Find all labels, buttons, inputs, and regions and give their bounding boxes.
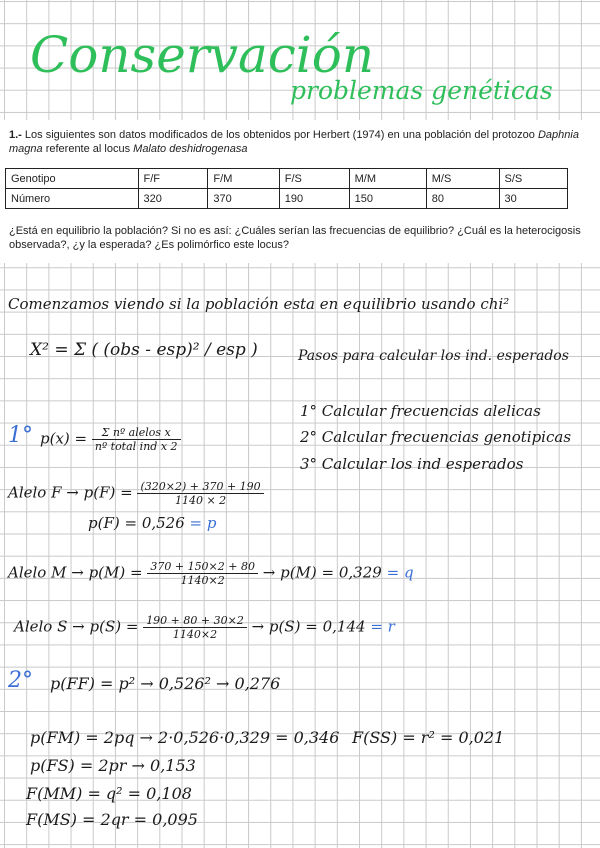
allele-m-result: → p(M) = 0,329 [262,563,382,582]
allele-m-calc [8,560,414,587]
chi-square-formula: X² = Σ ( (obs - esp)² / esp ) [30,340,258,360]
allele-f-fraction [137,480,263,507]
step-1-label: 1° [8,423,33,448]
allele-s-denominator: 1140×2 [172,628,218,641]
allele-s-fraction [143,614,247,641]
table-cell: 370 [208,189,279,209]
step-2: 2° Calcular frecuencias genotipicas [300,428,572,446]
problem-intro-text-a: Los siguientes son datos modificados de los obtenidos por Herbert (1974) en una población del protozoo [24,129,535,141]
table-header-row [6,169,568,189]
table-header-cell: S/S [499,169,567,189]
step-1: 1° Calcular frecuencias alelicas [300,402,541,420]
formula-numerator: Σ nº alelos x [92,426,181,440]
allele-s-result: → p(S) = 0,144 [251,617,366,636]
table-header-cell: M/M [349,169,426,189]
table-header-cell: M/S [426,169,499,189]
steps-title: Pasos para calcular los ind. esperados [298,348,569,364]
table-cell: 30 [499,189,567,209]
table-cell: 80 [426,189,499,209]
formula-denominator: nº total ind x 2 [94,440,178,453]
allele-s-lhs: Alelo S → p(S) = [14,617,139,636]
page-title: Conservación [30,26,375,84]
allele-s-calc [14,614,395,641]
problem-intro [9,128,589,156]
formula-lhs: p(x) = [40,429,88,448]
allele-f-result-line [88,514,217,532]
problem-statement [0,120,600,263]
table-cell: 190 [279,189,349,209]
table-header-cell: F/F [138,169,208,189]
table-header-cell: F/S [279,169,349,189]
allele-f-lhs: Alelo F → p(F) = [8,483,133,502]
allele-f-denominator: 1140 × 2 [174,494,227,507]
allele-f-calc [8,480,264,507]
genotype-table [5,168,568,209]
allele-m-denominator: 1140×2 [180,574,225,587]
species-name: Daphnia magna [9,129,579,155]
freq-fs: p(FS) = 2pr → 0,153 [30,756,196,775]
table-row [6,189,568,209]
step-3: 3° Calcular los ind esperados [300,455,524,473]
allele-m-numerator: 370 + 150×2 + 80 [147,560,258,574]
step-2-label: 2° [8,668,33,693]
freq-mm: F(MM) = q² = 0,108 [26,784,192,803]
allele-s-numerator: 190 + 80 + 30×2 [143,614,247,628]
problem-intro-text-b: referente al locus [45,143,131,155]
table-header-cell: Genotipo [6,169,139,189]
locus-name: Malato deshidrogenasa [133,143,248,155]
table-row-label: Número [6,189,139,209]
table-cell: 150 [349,189,426,209]
allele-m-symbol: = q [386,563,414,582]
formula-fraction [92,426,181,453]
allele-f-numerator: (320×2) + 370 + 190 [137,480,263,494]
problem-question: ¿Está en equilibrio la población? Si no es así: ¿Cuáles serían las frecuencias de equilibrio? ¿Cuál es la heterocigosis observada?, ¿y la esperada? ¿Es polimórfico este locus? [9,225,581,251]
intro-note: Comenzamos viendo si la población esta en equilibrio usando chi² [8,295,510,313]
page-subtitle: problemas genéticas [290,76,553,105]
allele-frequency-formula [40,426,181,453]
table-header-cell: F/M [208,169,279,189]
problem-number: 1.- [9,129,22,141]
freq-ss: F(SS) = r² = 0,021 [352,728,505,747]
allele-m-fraction [147,560,258,587]
allele-f-result: p(F) = 0,526 [88,514,185,532]
allele-m-lhs: Alelo M → p(M) = [8,563,143,582]
allele-f-symbol: = p [189,514,217,532]
freq-ms: F(MS) = 2qr = 0,095 [26,810,198,829]
freq-ff: p(FF) = p² → 0,526² → 0,276 [50,674,281,693]
freq-fm: p(FM) = 2pq → 2·0,526·0,329 = 0,346 [30,728,340,747]
table-cell: 320 [138,189,208,209]
allele-s-symbol: = r [370,617,395,636]
